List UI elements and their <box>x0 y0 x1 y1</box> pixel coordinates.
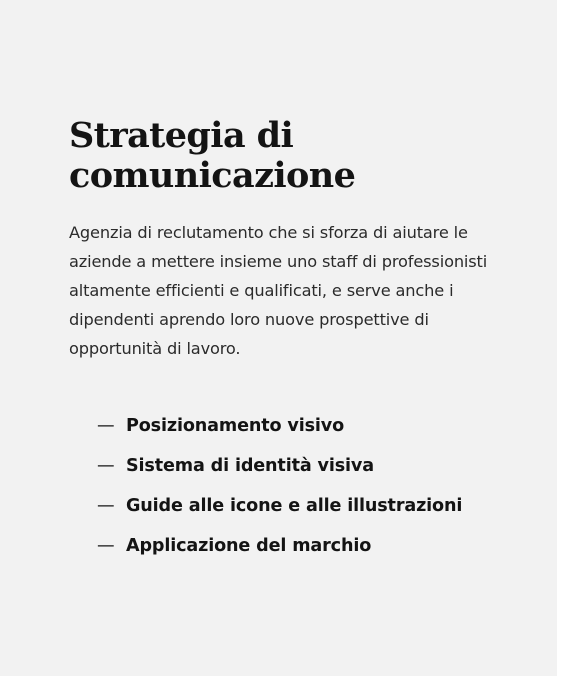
section-description: Agenzia di reclutamento che si sforza di aiutare le aziende a mettere insieme uno staff di professionisti altamente efficienti e qualificati, e serve anche i dipendenti aprendo loro nuove prospettive di opportunità di lavoro. <box>69 223 488 358</box>
em-dash-bullet: — <box>97 496 115 516</box>
section-title-line-1: Strategia di <box>69 115 294 156</box>
feature-item-icon-illustration-guides <box>97 486 462 526</box>
feature-item-visual-positioning <box>97 406 462 446</box>
section-title <box>69 116 499 196</box>
section-title-line-2: comunicazione <box>69 155 356 196</box>
feature-item-visual-identity-system <box>97 446 462 486</box>
feature-label: Posizionamento visivo <box>126 416 345 436</box>
em-dash-bullet: — <box>97 416 115 436</box>
feature-label: Applicazione del marchio <box>126 536 372 556</box>
feature-label: Sistema di identità visiva <box>126 456 374 476</box>
em-dash-bullet: — <box>97 456 115 476</box>
feature-list <box>97 406 462 566</box>
feature-label: Guide alle icone e alle illustrazioni <box>126 496 463 516</box>
feature-item-brand-application <box>97 526 462 566</box>
section-content <box>69 116 499 363</box>
em-dash-bullet: — <box>97 536 115 556</box>
